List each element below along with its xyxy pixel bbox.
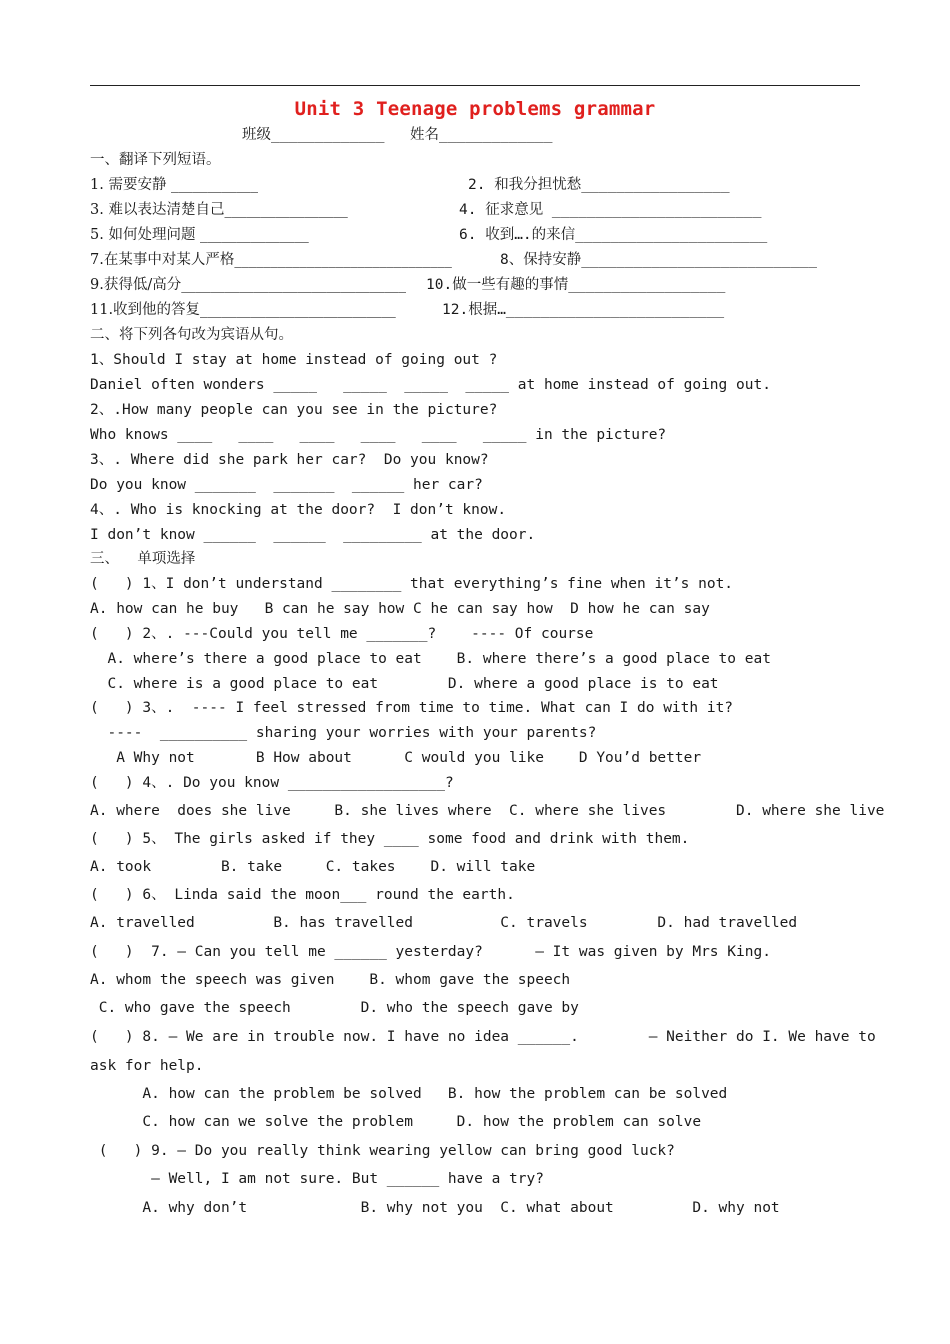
phrase-item: 4. 征求意见 ________________________ <box>459 202 762 218</box>
mcq-options: A. how can he buy B can he say how C he can say how D how he can say <box>90 601 710 617</box>
phrase-item: 5. 如何处理问题 _______________ <box>90 227 309 243</box>
mcq-question: ( ) 9. — Do you really think wearing yellow can bring good luck? <box>90 1143 675 1159</box>
mcq-options: A. where’s there a good place to eat B. where there’s a good place to eat <box>90 651 771 667</box>
mcq-question-cont: ---- __________ sharing your worries with your parents? <box>90 725 597 741</box>
mcq-options: A. how can the problem be solved B. how the problem can be solved <box>90 1086 728 1102</box>
phrase-item: 2. 和我分担忧愁_________________ <box>468 177 730 193</box>
mcq-question-cont: ask for help. <box>90 1058 204 1074</box>
mcq-options: A. travelled B. has travelled C. travels D. had travelled <box>90 915 798 931</box>
mcq-options: A Why not B How about C would you like D You’d better <box>90 750 702 766</box>
top-rule <box>90 85 860 86</box>
mcq-options: A. whom the speech was given B. whom gave the speech <box>90 972 571 988</box>
mcq-options: C. where is a good place to eat D. where a good place is to eat <box>90 676 719 692</box>
answer-line: Who knows ____ ____ ____ ____ ____ _____ in the picture? <box>90 427 667 443</box>
mcq-options: C. how can we solve the problem D. how the problem can solve <box>90 1114 702 1130</box>
phrase-item: 7.在某事中对某人严格______________________________ <box>90 252 452 268</box>
phrase-item: 8、保持安静___________________________ <box>500 252 817 268</box>
mcq-question: ( ) 3、. ---- I feel stressed from time to time. What can I do with it? <box>90 700 734 716</box>
mcq-question-cont: — Well, I am not sure. But ______ have a try? <box>90 1171 544 1187</box>
mcq-question: ( ) 7. — Can you tell me ______ yesterday? — It was given by Mrs King. <box>90 944 771 960</box>
mcq-options: C. who gave the speech D. who the speech gave by <box>90 1000 579 1016</box>
phrase-item: 3. 难以表达清楚自己_________________ <box>90 202 348 218</box>
phrase-item: 11.收到他的答复___________________________ <box>90 302 396 318</box>
mcq-question: ( ) 8. — We are in trouble now. I have no idea ______. — Neither do I. We have to <box>90 1029 876 1045</box>
phrase-item: 10.做一些有趣的事情__________________ <box>426 277 726 293</box>
name-label: 姓名_____________ <box>410 127 553 143</box>
phrase-item: 12.根据…_________________________ <box>442 302 725 318</box>
question-line: 3、. Where did she park her car? Do you know? <box>90 452 489 468</box>
class-label: 班级_____________ <box>242 127 385 143</box>
mcq-options: A. where does she live B. she lives where C. where she lives D. where she live <box>90 803 885 819</box>
mcq-question: ( ) 6、 Linda said the moon___ round the earth. <box>90 887 515 903</box>
page-title: Unit 3 Teenage problems grammar <box>294 98 656 120</box>
question-line: 2、.How many people can you see in the picture? <box>90 402 498 418</box>
phrase-item: 1. 需要安静 ____________ <box>90 177 259 193</box>
answer-line: Daniel often wonders _____ _____ _____ _____ at home instead of going out. <box>90 377 771 393</box>
mcq-question: ( ) 2、. ---Could you tell me _______? ---- Of course <box>90 626 594 642</box>
phrase-item: 9.获得低/高分_______________________________ <box>90 277 406 293</box>
section3-heading: 三、 单项选择 <box>90 551 196 567</box>
question-line: 4、. Who is knocking at the door? I don’t know. <box>90 502 507 518</box>
section1-heading: 一、翻译下列短语。 <box>90 152 221 168</box>
mcq-options: A. why don’t B. why not you C. what about D. why not <box>90 1200 780 1216</box>
section2-heading: 二、将下列各句改为宾语从句。 <box>90 327 293 343</box>
mcq-options: A. took B. take C. takes D. will take <box>90 859 536 875</box>
answer-line: I don’t know ______ ______ _________ at the door. <box>90 527 536 543</box>
phrase-item: 6. 收到….的来信______________________ <box>459 227 768 243</box>
answer-line: Do you know _______ _______ ______ her car? <box>90 477 483 493</box>
question-line: 1、Should I stay at home instead of going out ? <box>90 352 498 368</box>
mcq-question: ( ) 5、 The girls asked if they ____ some food and drink with them. <box>90 831 690 847</box>
mcq-question: ( ) 4、. Do you know __________________? <box>90 775 454 791</box>
mcq-question: ( ) 1、I don’t understand ________ that everything’s fine when it’s not. <box>90 576 734 592</box>
